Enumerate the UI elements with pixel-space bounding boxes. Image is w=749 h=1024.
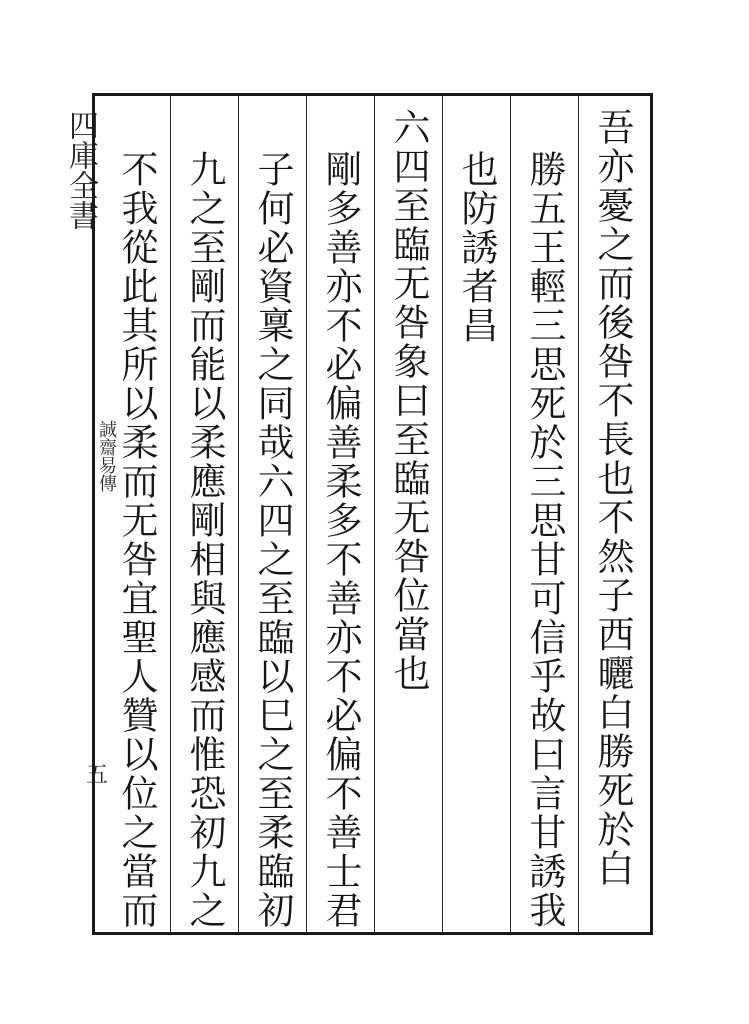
column-rule [510, 96, 511, 932]
text-column-3: 也防誘者昌 [455, 150, 498, 345]
text-column-6: 子何必資稟之同哉六四之至臨以巳之至柔臨初 [251, 150, 294, 930]
cropped-edge-text: 四庫全書 [63, 110, 98, 230]
text-column-2: 勝五王輕三思死於三思甘可信乎故曰言甘誘我 [523, 150, 566, 930]
text-column-4: 六四至臨无咎象曰至臨无咎位當也 [387, 108, 430, 693]
text-column-8: 不我從此其所以柔而无咎宜聖人贊以位之當而 [115, 150, 158, 930]
column-rule [170, 96, 171, 932]
column-rule [306, 96, 307, 932]
column-rule [442, 96, 443, 932]
column-rule [238, 96, 239, 932]
text-column-5: 剛多善亦不必偏善柔多不善亦不必偏不善士君 [319, 150, 362, 930]
column-rule [578, 96, 579, 932]
text-frame [92, 93, 653, 935]
column-rule [374, 96, 375, 932]
text-column-7: 九之至剛而能以柔應剛相與應感而惟恐初九之 [183, 150, 226, 930]
book-title: 誠齋易傳 [96, 420, 117, 492]
text-column-1: 吾亦憂之而後咎不長也不然子西曬白勝死於白 [591, 108, 634, 888]
page-number: 五 [86, 763, 109, 788]
